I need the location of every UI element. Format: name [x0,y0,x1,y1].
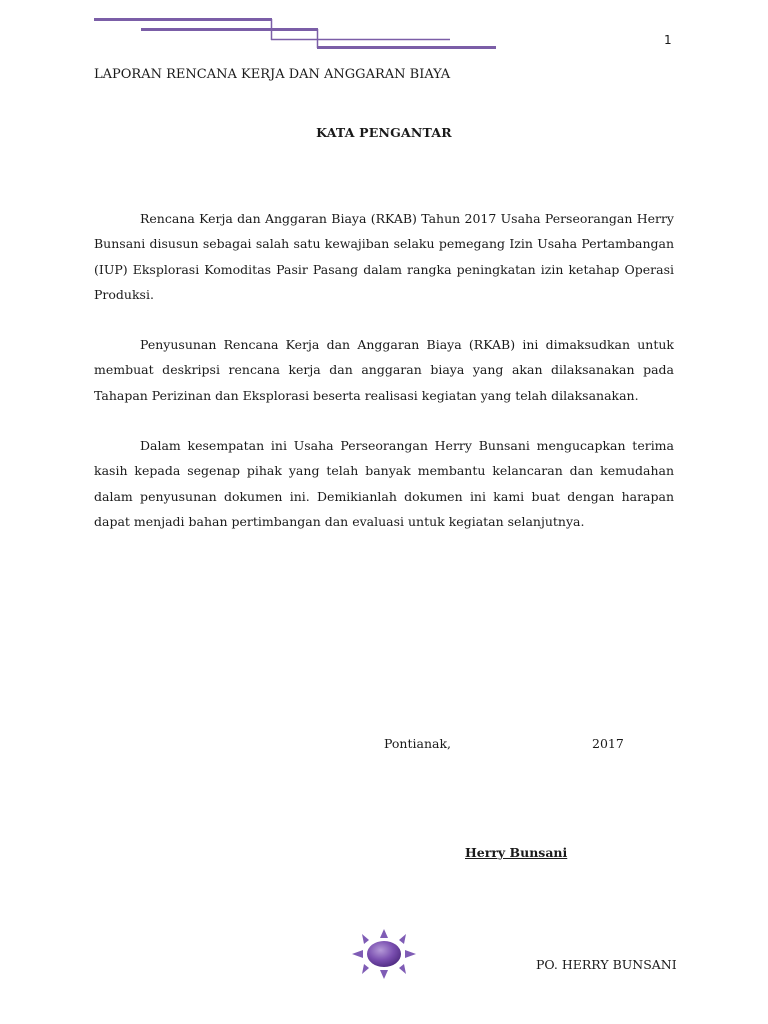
page-number: 1 [664,33,672,47]
sun-star-icon [350,928,418,980]
paragraph: Dalam kesempatan ini Usaha Perseorangan Herry Bunsani mengucapkan terima kasih kepada segenap pihak yang telah banyak membantu kelancaran dan kemudahan dalam penyusunan dokumen ini. Demikianlah dokumen ini kami buat dengan harapan dapat menjadi bahan pertimbangan dan evaluasi untuk kegiatan selanjutnya. [94,438,674,529]
header-decorative-lines [0,0,500,52]
section-title: KATA PENGANTAR [316,125,452,140]
footer-company-name: PO. HERRY BUNSANI [536,957,677,972]
signature-place: Pontianak, [384,736,452,751]
paragraph: Penyusunan Rencana Kerja dan Anggaran Biaya (RKAB) ini dimaksudkan untuk membuat deskripsi rencana kerja dan anggaran biaya yang akan dilaksanakan pada Tahapan Perizinan dan Eksplorasi beserta realisasi kegiatan yang telah dilaksanakan. [94,337,674,403]
body-text [94,206,674,559]
report-header-title: LAPORAN RENCANA KERJA DAN ANGGARAN BIAYA [94,67,451,82]
signer-name: Herry Bunsani [465,845,568,860]
signature-year: 2017 [592,736,624,751]
paragraph: Rencana Kerja dan Anggaran Biaya (RKAB) Tahun 2017 Usaha Perseorangan Herry Bunsani disusun sebagai salah satu kewajiban selaku pemegang Izin Usaha Pertambangan (IUP) Eksplorasi Komoditas Pasir Pasang dalam rangka peningkatan izin ketahap Operasi Produksi. [94,211,674,302]
